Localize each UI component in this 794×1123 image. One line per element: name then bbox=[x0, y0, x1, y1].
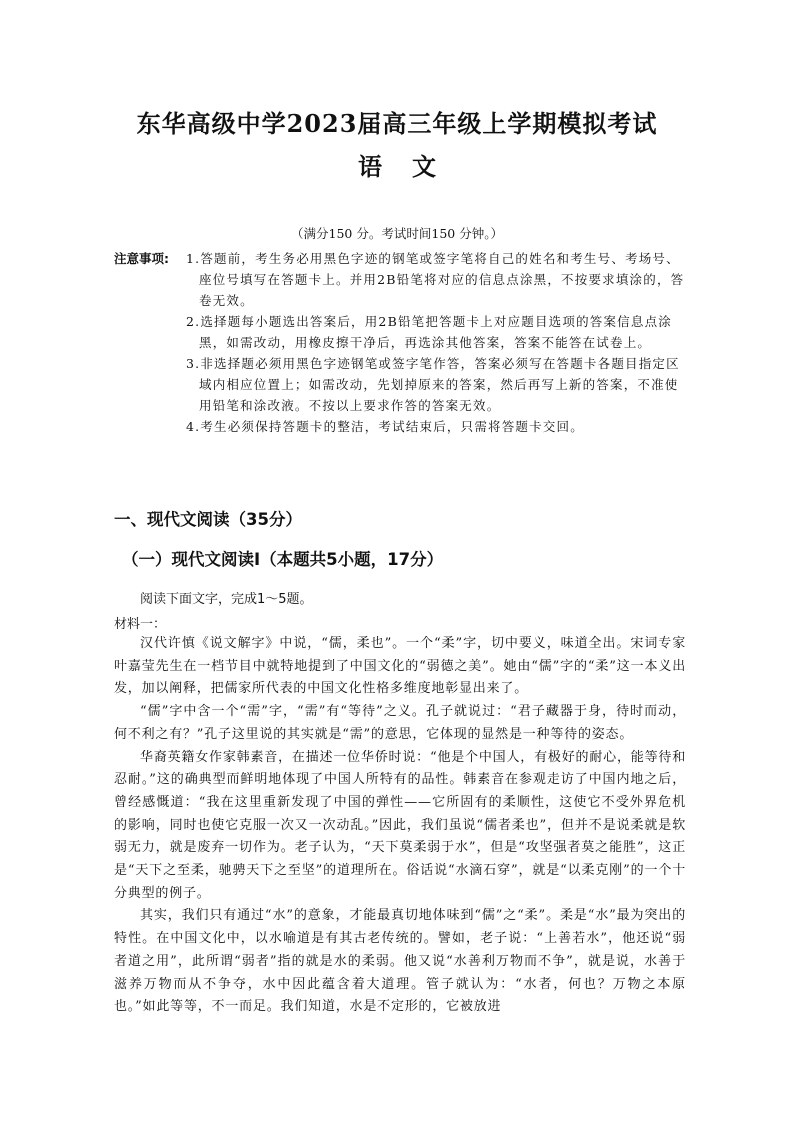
passage-paragraph: 汉代许慎《说文解字》中说，“儒，柔也”。一个“柔”字，切中要义，味道全出。宋词专家叶嘉莹先生在一档节目中就特地提到了中国文化的“弱德之美”。她由“儒”字的“柔”这一本义出发，加以阐释，把儒家所代表的中国文化性格多维度地彰显出来了。 bbox=[114, 636, 686, 697]
notice-item: 1.答题前，考生务必用黑色字迹的钢笔或签字笔将自己的姓名和考生号、考场号、座位号填写在答题卡上。并用2B铅笔将对应的信息点涂黑，不按要求填涂的，答卷无效。 bbox=[186, 251, 685, 308]
passage-paragraph: 华裔英籍女作家韩素音，在描述一位华侨时说：“他是个中国人，有极好的耐心，能等待和忍耐。”这的确典型而鲜明地体现了中国人所特有的品性。韩素音在参观走访了中国内地之后，曾经感慨道：“我在这里重新发现了中国的弹性——它所固有的柔顺性，这使它不受外界危机的影响，同时也使它克服一次又一次动乱。”因此，我们虽说“儒者柔也”，但并不是说柔就是软弱无力，就是废弃一切作为。老子认为，“天下莫柔弱于水”，但是“攻坚强者莫之能胜”，这正是“天下之至柔，驰骋天下之至坚”的道理所在。俗话说“水滴石穿”，就是“以柔克刚”的一个十分典型的例子。 bbox=[114, 749, 686, 901]
passage-paragraph: 其实，我们只有通过“水”的意象，才能最真切地体味到“儒”之“柔”。柔是“水”最为突出的特性。在中国文化中，以水喻道是有其古老传统的。譬如，老子说：“上善若水”，他还说“弱者道之用”，此所谓“弱者”指的就是水的柔弱。他又说“水善利万物而不争”，就是说，水善于滋养万物而从不争夺，水中因此蕴含着大道理。管子就认为：“水者，何也？万物之本原也。”如此等等，不一而足。我们知道，水是不定形的，它被放进 bbox=[114, 908, 686, 1015]
passage-body bbox=[114, 633, 686, 1019]
subject-title: 语文 bbox=[358, 152, 466, 181]
section-title: 一、现代文阅读（35分） bbox=[114, 510, 302, 529]
notice-item: 2.选择题每小题选出答案后，用2B铅笔把答题卡上对应题目选项的答案信息点涂黑，如需改动，用橡皮擦干净后，再选涂其他答案，答案不能答在试卷上。 bbox=[186, 314, 672, 350]
section-subtitle: （一）现代文阅读Ⅰ（本题共5小题，17分） bbox=[122, 550, 444, 569]
exam-title: 东华高级中学2023届高三年级上学期模拟考试 bbox=[136, 109, 658, 138]
passage-paragraph: “儒”字中含一个“需”字，“需”有“等待”之义。孔子就说过：“君子藏器于身，待时而动，何不利之有？”孔子这里说的其实就是“需”的意思，它体现的显然是一种等待的姿态。 bbox=[114, 704, 686, 742]
notice-item: 4.考生必须保持答题卡的整洁，考试结束后，只需将答题卡交回。 bbox=[186, 419, 584, 434]
notice-items bbox=[186, 248, 686, 437]
material-label: 材料一： bbox=[114, 617, 167, 632]
notice-item: 3.非选择题必须用黑色字迹钢笔或签字笔作答，答案必须写在答题卡各题目指定区域内相应位置上；如需改动，先划掉原来的答案，然后再写上新的答案，不准使用铅笔和涂改液。不按以上要求作答的答案无效。 bbox=[186, 356, 680, 413]
notice-label: 注意事项: bbox=[114, 251, 169, 266]
exam-info: （满分150 分。考试时间150 分钟。） bbox=[291, 226, 503, 241]
reading-instruction: 阅读下面文字，完成1～5题。 bbox=[140, 592, 313, 607]
